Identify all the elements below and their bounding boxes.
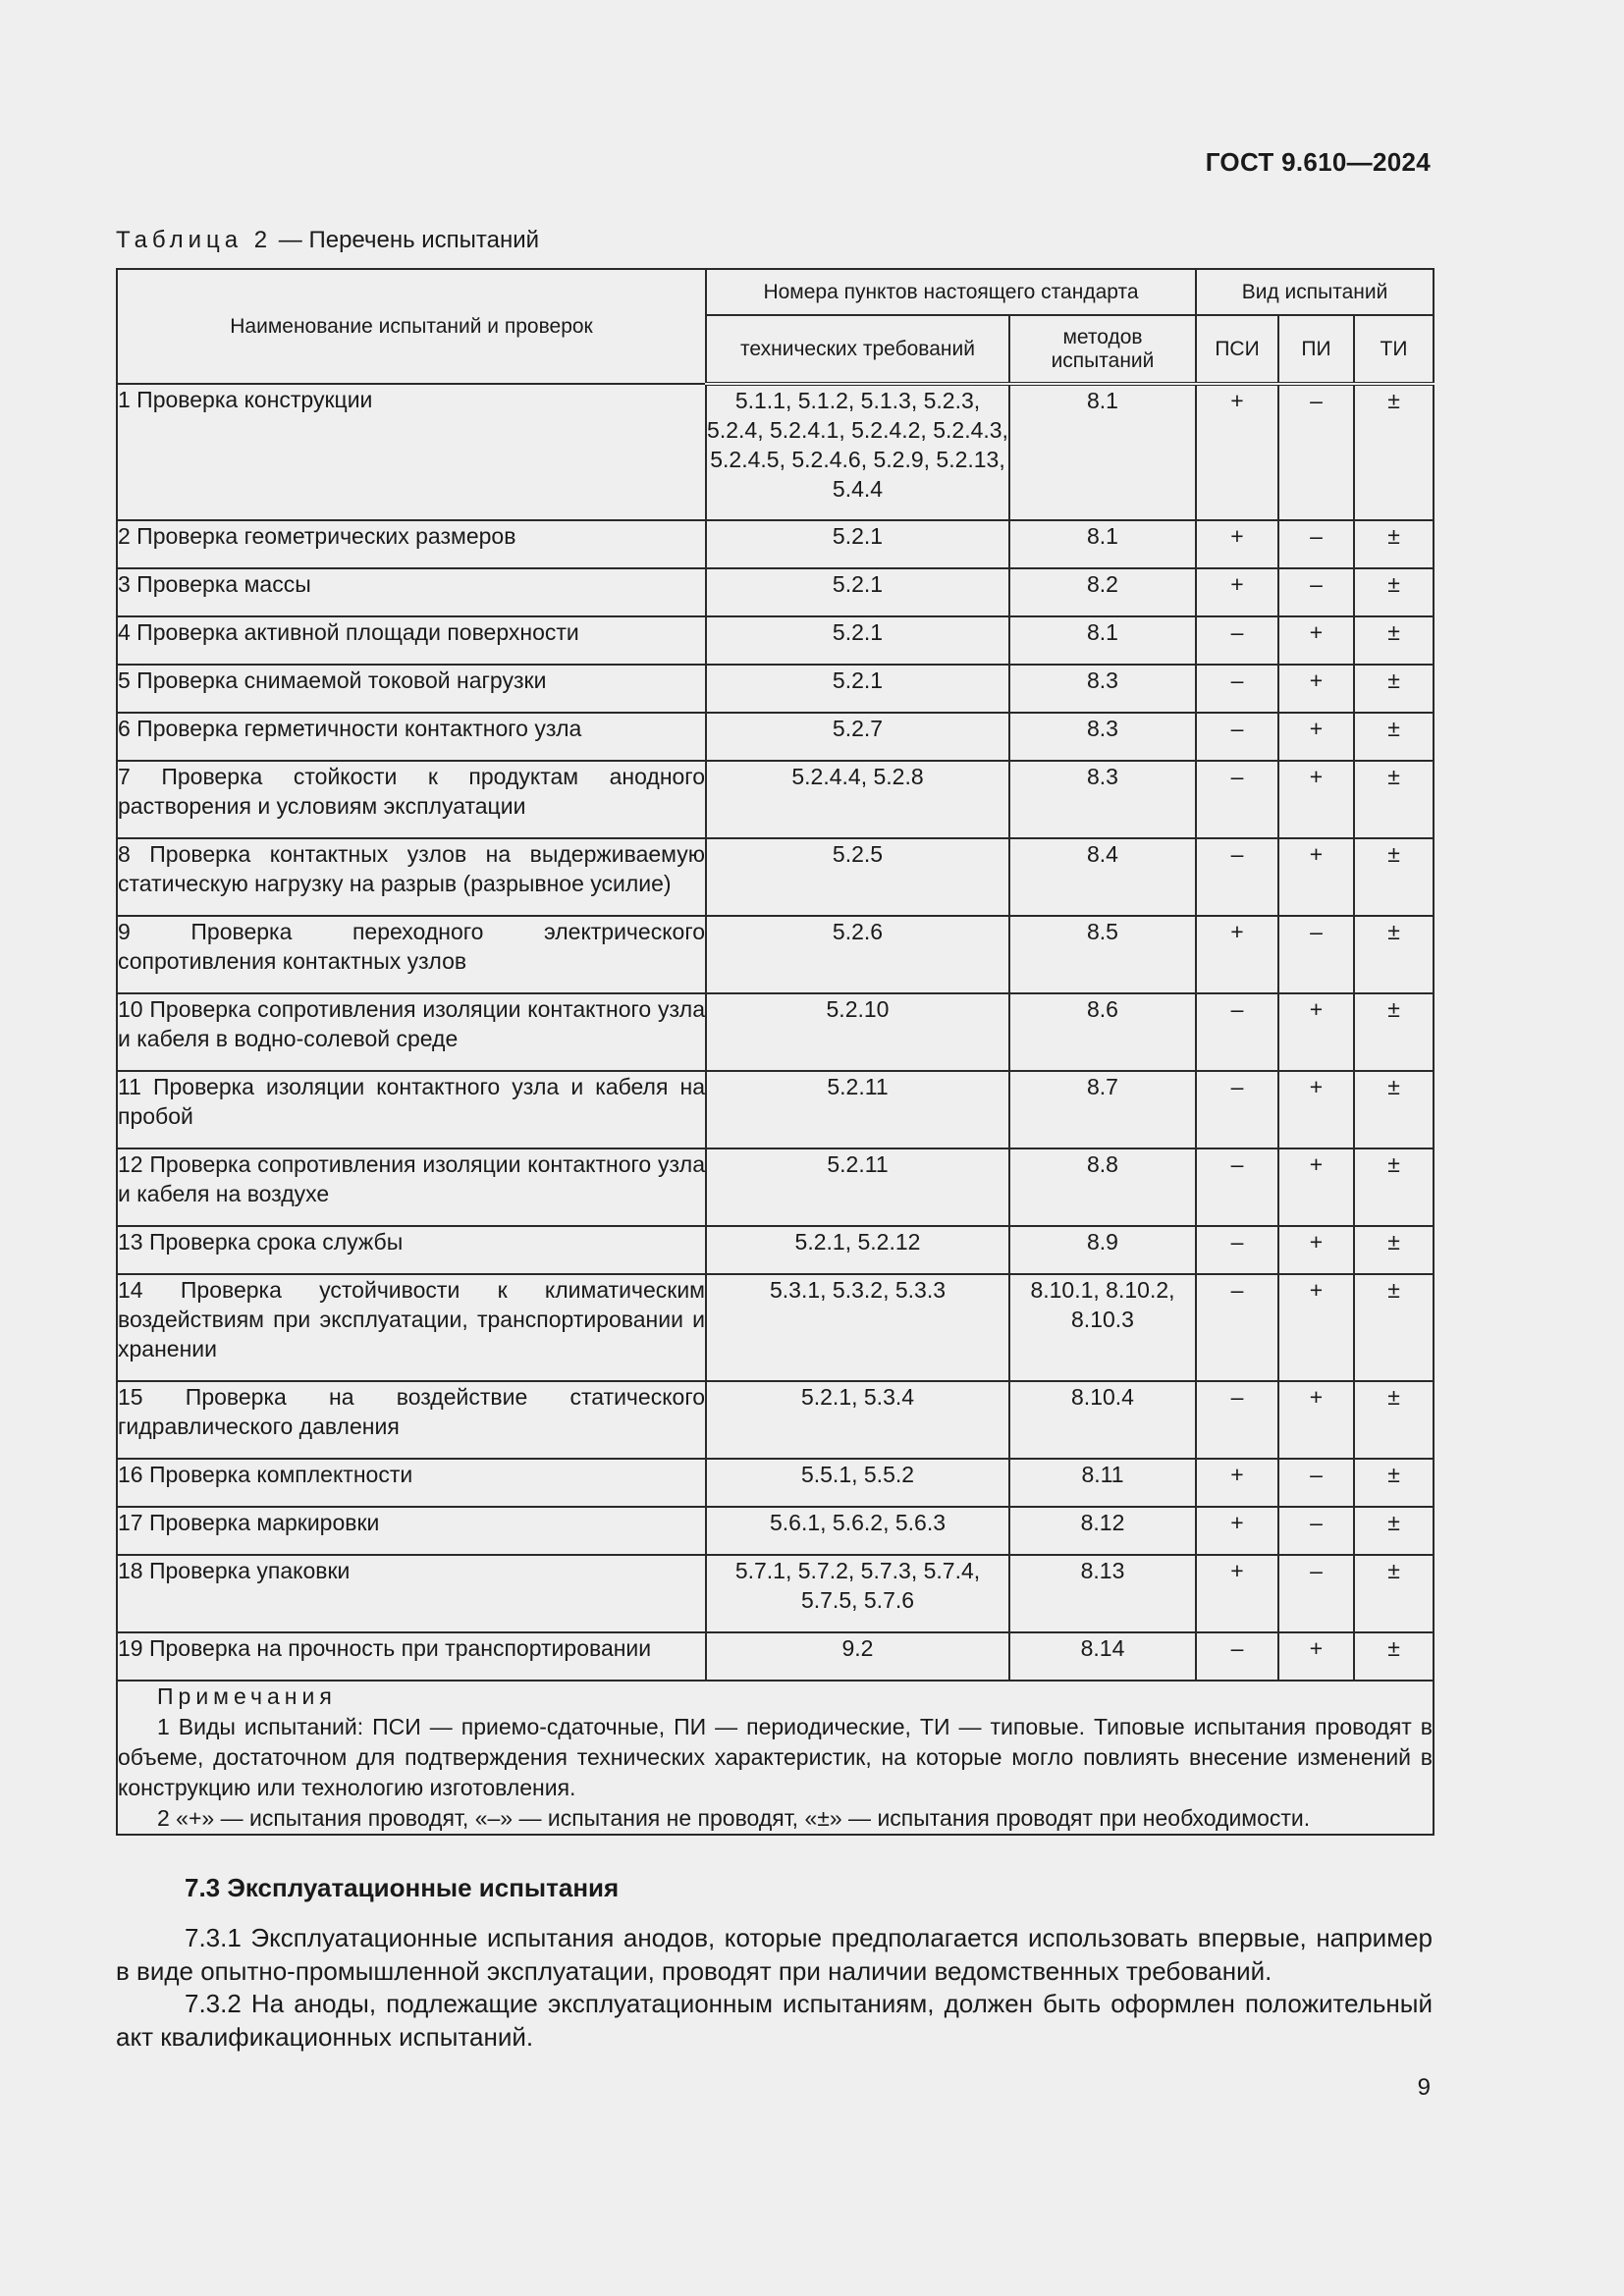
pi-cell: – (1278, 1459, 1354, 1507)
header-tech-requirements: технических требований (706, 315, 1009, 384)
header-ti: ТИ (1354, 315, 1434, 384)
pi-cell: + (1278, 713, 1354, 761)
test-method-cell: 8.2 (1009, 568, 1196, 616)
ti-cell: ± (1354, 1148, 1434, 1226)
table-caption (116, 227, 539, 254)
psi-cell: – (1196, 993, 1278, 1071)
psi-cell: – (1196, 761, 1278, 838)
section-title: 7.3 Эксплуатационные испытания (185, 1873, 620, 1902)
test-method-cell: 8.6 (1009, 993, 1196, 1071)
psi-cell: – (1196, 665, 1278, 713)
test-method-cell: 8.9 (1009, 1226, 1196, 1274)
tech-requirements-cell: 5.2.7 (706, 713, 1009, 761)
tech-requirements-cell: 5.5.1, 5.5.2 (706, 1459, 1009, 1507)
test-method-cell: 8.14 (1009, 1632, 1196, 1681)
test-name-cell: 15 Проверка на воздействие статического гидравлического давления (117, 1381, 706, 1459)
test-name-cell: 13 Проверка срока службы (117, 1226, 706, 1274)
table-caption-label: Таблица 2 (116, 227, 273, 253)
test-name-cell: 14 Проверка устойчивости к климатическим воздействиям при эксплуатации, транспортировании и хранении (117, 1274, 706, 1381)
test-method-cell: 8.1 (1009, 520, 1196, 568)
tech-requirements-cell: 9.2 (706, 1632, 1009, 1681)
tech-requirements-cell: 5.2.10 (706, 993, 1009, 1071)
tech-requirements-cell: 5.2.5 (706, 838, 1009, 916)
test-name-cell: 8 Проверка контактных узлов на выдерживаемую статическую нагрузку на разрыв (разрывное усилие) (117, 838, 706, 916)
pi-cell: – (1278, 916, 1354, 993)
table-row (117, 1381, 1434, 1459)
test-name-cell: 9 Проверка переходного электрического сопротивления контактных узлов (117, 916, 706, 993)
test-method-cell: 8.1 (1009, 616, 1196, 665)
ti-cell: ± (1354, 1381, 1434, 1459)
pi-cell: + (1278, 1381, 1354, 1459)
test-method-cell: 8.3 (1009, 713, 1196, 761)
psi-cell: – (1196, 1381, 1278, 1459)
psi-cell: – (1196, 838, 1278, 916)
page-number: 9 (1417, 2074, 1431, 2101)
ti-cell: ± (1354, 916, 1434, 993)
ti-cell: ± (1354, 384, 1434, 520)
pi-cell: + (1278, 761, 1354, 838)
tech-requirements-cell: 5.2.1, 5.2.12 (706, 1226, 1009, 1274)
test-method-cell: 8.7 (1009, 1071, 1196, 1148)
test-method-cell: 8.4 (1009, 838, 1196, 916)
ti-cell: ± (1354, 838, 1434, 916)
tech-requirements-cell: 5.2.1 (706, 568, 1009, 616)
test-name-cell: 5 Проверка снимаемой токовой нагрузки (117, 665, 706, 713)
pi-cell: + (1278, 838, 1354, 916)
pi-cell: + (1278, 1226, 1354, 1274)
tech-requirements-cell: 5.2.1 (706, 665, 1009, 713)
psi-cell: + (1196, 1507, 1278, 1555)
pi-cell: – (1278, 1555, 1354, 1632)
test-method-cell: 8.3 (1009, 665, 1196, 713)
table-row (117, 1071, 1434, 1148)
table-caption-title: — Перечень испытаний (278, 227, 540, 253)
table-row (117, 1632, 1434, 1681)
test-method-cell: 8.1 (1009, 384, 1196, 520)
tech-requirements-cell: 5.2.11 (706, 1148, 1009, 1226)
pi-cell: – (1278, 384, 1354, 520)
table-row (117, 1555, 1434, 1632)
pi-cell: + (1278, 1274, 1354, 1381)
test-method-cell: 8.5 (1009, 916, 1196, 993)
tech-requirements-cell: 5.7.1, 5.7.2, 5.7.3, 5.7.4, 5.7.5, 5.7.6 (706, 1555, 1009, 1632)
test-name-cell: 17 Проверка маркировки (117, 1507, 706, 1555)
tech-requirements-cell: 5.2.1 (706, 616, 1009, 665)
psi-cell: + (1196, 568, 1278, 616)
table-row (117, 916, 1434, 993)
ti-cell: ± (1354, 1274, 1434, 1381)
psi-cell: – (1196, 1226, 1278, 1274)
ti-cell: ± (1354, 1507, 1434, 1555)
pi-cell: + (1278, 1148, 1354, 1226)
test-name-cell: 12 Проверка сопротивления изоляции контактного узла и кабеля на воздухе (117, 1148, 706, 1226)
test-name-cell: 2 Проверка геометрических размеров (117, 520, 706, 568)
tech-requirements-cell: 5.2.1, 5.3.4 (706, 1381, 1009, 1459)
header-test-methods: методов испытаний (1009, 315, 1196, 384)
notes-title: Примечания (157, 1683, 337, 1709)
document-code: ГОСТ 9.610—2024 (1205, 147, 1431, 177)
table-row (117, 520, 1434, 568)
psi-cell: + (1196, 384, 1278, 520)
table-notes (117, 1681, 1434, 1835)
test-name-cell: 7 Проверка стойкости к продуктам анодного растворения и условиям эксплуатации (117, 761, 706, 838)
table-row (117, 713, 1434, 761)
pi-cell: + (1278, 993, 1354, 1071)
paragraph-7-3-2: 7.3.2 На аноды, подлежащие эксплуатационным испытаниям, должен быть оформлен положительный акт квалификационных испытаний. (116, 1989, 1433, 2052)
table-row (117, 1507, 1434, 1555)
ti-cell: ± (1354, 1459, 1434, 1507)
test-name-cell: 19 Проверка на прочность при транспортировании (117, 1632, 706, 1681)
ti-cell: ± (1354, 1226, 1434, 1274)
test-method-cell: 8.3 (1009, 761, 1196, 838)
ti-cell: ± (1354, 1071, 1434, 1148)
tech-requirements-cell: 5.2.11 (706, 1071, 1009, 1148)
psi-cell: – (1196, 1071, 1278, 1148)
ti-cell: ± (1354, 616, 1434, 665)
test-method-cell: 8.11 (1009, 1459, 1196, 1507)
table-row (117, 665, 1434, 713)
test-method-cell: 8.12 (1009, 1507, 1196, 1555)
test-name-cell: 16 Проверка комплектности (117, 1459, 706, 1507)
header-test-type-group: Вид испытаний (1196, 269, 1434, 315)
ti-cell: ± (1354, 993, 1434, 1071)
tech-requirements-cell: 5.2.1 (706, 520, 1009, 568)
paragraph-7-3-1: 7.3.1 Эксплуатационные испытания анодов, которые предполагается использовать впервые, например в виде опытно-промышленной эксплуатации, проводят при наличии ведомственных требований. (116, 1923, 1433, 1986)
ti-cell: ± (1354, 713, 1434, 761)
pi-cell: + (1278, 1071, 1354, 1148)
header-pi: ПИ (1278, 315, 1354, 384)
header-psi: ПСИ (1196, 315, 1278, 384)
table-row (117, 1148, 1434, 1226)
psi-cell: – (1196, 616, 1278, 665)
test-name-cell: 3 Проверка массы (117, 568, 706, 616)
table-row (117, 838, 1434, 916)
ti-cell: ± (1354, 1632, 1434, 1681)
ti-cell: ± (1354, 761, 1434, 838)
psi-cell: – (1196, 1274, 1278, 1381)
tech-requirements-cell: 5.3.1, 5.3.2, 5.3.3 (706, 1274, 1009, 1381)
pi-cell: + (1278, 1632, 1354, 1681)
table-row (117, 616, 1434, 665)
test-method-cell: 8.10.4 (1009, 1381, 1196, 1459)
tech-requirements-cell: 5.1.1, 5.1.2, 5.1.3, 5.2.3, 5.2.4, 5.2.4.1, 5.2.4.2, 5.2.4.3, 5.2.4.5, 5.2.4.6, 5.2.9, 5.2.13, 5.4.4 (706, 384, 1009, 520)
note-1: 1 Виды испытаний: ПСИ — приемо-сдаточные, ПИ — периодические, ТИ — типовые. Типовые испытания проводят в объеме, достаточном для подтверждения технических характеристик, на которые могло повлиять внесение изменений в конструкцию или технологию изготовления. (118, 1714, 1434, 1800)
pi-cell: – (1278, 520, 1354, 568)
pi-cell: + (1278, 616, 1354, 665)
table-row (117, 761, 1434, 838)
table-row (117, 568, 1434, 616)
psi-cell: + (1196, 1555, 1278, 1632)
test-name-cell: 11 Проверка изоляции контактного узла и кабеля на пробой (117, 1071, 706, 1148)
tech-requirements-cell: 5.2.4.4, 5.2.8 (706, 761, 1009, 838)
table-row (117, 993, 1434, 1071)
table-row (117, 1459, 1434, 1507)
test-name-cell: 1 Проверка конструкции (117, 384, 706, 520)
psi-cell: + (1196, 520, 1278, 568)
psi-cell: – (1196, 1632, 1278, 1681)
table-row (117, 1274, 1434, 1381)
test-method-cell: 8.13 (1009, 1555, 1196, 1632)
pi-cell: + (1278, 665, 1354, 713)
pi-cell: – (1278, 1507, 1354, 1555)
table-row (117, 384, 1434, 520)
table-row (117, 1226, 1434, 1274)
pi-cell: – (1278, 568, 1354, 616)
ti-cell: ± (1354, 665, 1434, 713)
test-name-cell: 18 Проверка упаковки (117, 1555, 706, 1632)
header-test-name: Наименование испытаний и проверок (117, 269, 706, 384)
test-method-cell: 8.8 (1009, 1148, 1196, 1226)
test-method-cell: 8.10.1, 8.10.2, 8.10.3 (1009, 1274, 1196, 1381)
note-2: 2 «+» — испытания проводят, «–» — испытания не проводят, «±» — испытания проводят при необходимости. (157, 1805, 1311, 1831)
test-name-cell: 6 Проверка герметичности контактного узла (117, 713, 706, 761)
ti-cell: ± (1354, 1555, 1434, 1632)
test-name-cell: 10 Проверка сопротивления изоляции контактного узла и кабеля в водно-солевой среде (117, 993, 706, 1071)
psi-cell: – (1196, 1148, 1278, 1226)
tech-requirements-cell: 5.2.6 (706, 916, 1009, 993)
psi-cell: – (1196, 713, 1278, 761)
header-clauses-group: Номера пунктов настоящего стандарта (706, 269, 1196, 315)
tech-requirements-cell: 5.6.1, 5.6.2, 5.6.3 (706, 1507, 1009, 1555)
psi-cell: + (1196, 916, 1278, 993)
test-name-cell: 4 Проверка активной площади поверхности (117, 616, 706, 665)
tests-table (116, 268, 1435, 1836)
ti-cell: ± (1354, 520, 1434, 568)
psi-cell: + (1196, 1459, 1278, 1507)
ti-cell: ± (1354, 568, 1434, 616)
